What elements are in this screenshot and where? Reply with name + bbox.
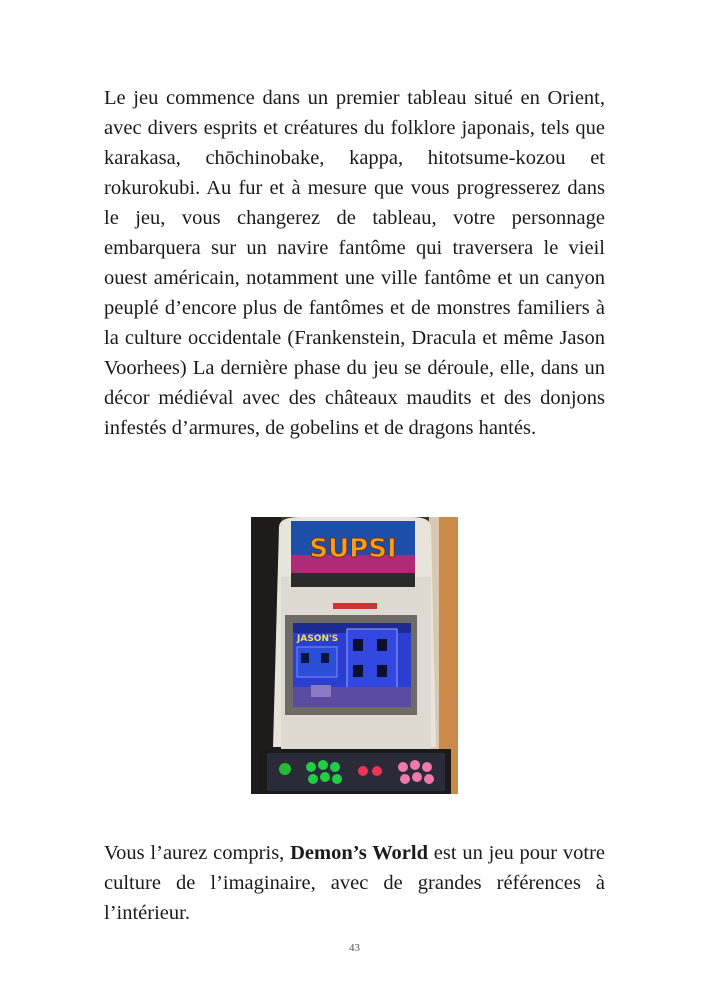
conclusion-text-end: est un jeu pour votre culture de l’imaginaire, avec de grandes références à l’intérieur. [104,842,605,924]
arcade-cabinet-photo [251,517,458,794]
arcade-cabinet-illustration [251,517,458,794]
conclusion-text-start: Vous l’aurez compris, [104,842,291,864]
screen-text-left: JASON'S [297,634,339,644]
game-title-bold: Demon’s World [290,842,429,864]
marquee-logo: SUPSI [309,534,397,564]
page-number: 43 [349,942,360,954]
paragraph-intro: Le jeu commence dans un premier tableau situé en Orient, avec divers esprits et créatures du folklore japonais, tels que karakasa, chōchinobake, kappa, hitotsume-kozou et rokurokubi. Au fur et à mesure que vous progresserez dans le jeu, vous changerez de tableau, votre personnage embarquera sur un navire fantôme qui traversera le vieil ouest américain, notamment une ville fantôme et un canyon peuplé d’encore plus de fantômes et de monstres familiers à la culture occidentale (Frankenstein, Dracula et même Jason Voorhees) La dernière phase du jeu se déroule, elle, dans un décor médiéval avec des châteaux maudits et des donjons infestés d’armures, de gobelins et de dragons hantés. [104,87,605,439]
paragraph-conclusion [104,838,605,928]
